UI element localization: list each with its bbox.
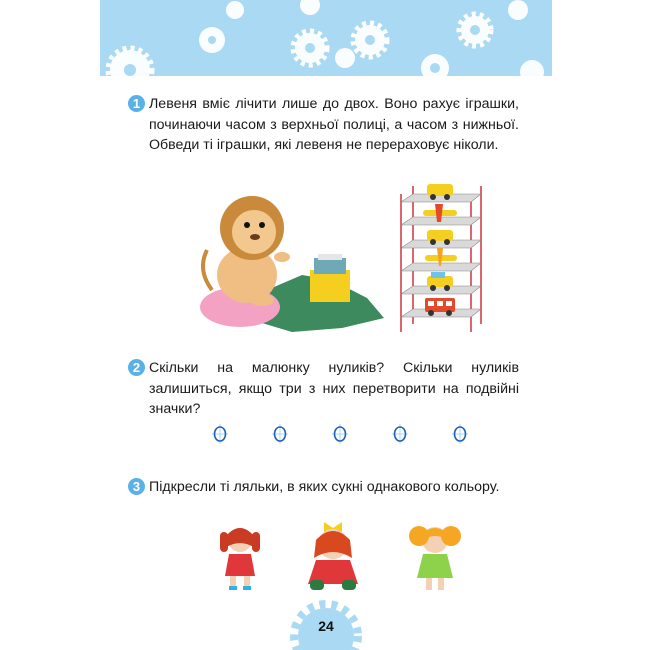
task-1 bbox=[132, 94, 519, 156]
zero-digit[interactable] bbox=[212, 424, 228, 444]
task-2 bbox=[132, 358, 519, 420]
task-3-text: Підкресли ті ляльки, в яких сукні однакового кольору. bbox=[149, 479, 500, 495]
page-number-area bbox=[288, 600, 364, 650]
zero-digit[interactable] bbox=[332, 424, 348, 444]
task-number-badge: 2 bbox=[128, 359, 145, 376]
toy-shelf bbox=[395, 180, 485, 335]
task-2-text: Скільки на малюнку нуликів? Скільки нуликів залишиться, якщо три з них перетворити на подвійні значки? bbox=[149, 360, 519, 417]
doll-2-icon[interactable] bbox=[302, 518, 364, 596]
zero-digit[interactable] bbox=[272, 424, 288, 444]
task-number-badge: 3 bbox=[128, 478, 145, 495]
doll-3-icon[interactable] bbox=[405, 520, 465, 596]
task-3 bbox=[132, 477, 519, 498]
zero-digit[interactable] bbox=[392, 424, 408, 444]
task-1-text: Левеня вміє лічити лише до двох. Воно рахує іграшки, починаючи часом з верхньої полиці, а часом з нижньої. Обведи ті іграшки, які левеня не перераховує ніколи. bbox=[149, 96, 519, 153]
workbook-page bbox=[100, 0, 552, 650]
doll-1-icon[interactable] bbox=[215, 522, 265, 596]
gear-decoration bbox=[100, 0, 552, 76]
zero-row bbox=[204, 424, 466, 448]
header-band bbox=[100, 0, 552, 76]
lion-illustration bbox=[192, 180, 392, 335]
zero-digit[interactable] bbox=[452, 424, 468, 444]
task-number-badge: 1 bbox=[128, 95, 145, 112]
page-number: 24 bbox=[318, 618, 334, 634]
